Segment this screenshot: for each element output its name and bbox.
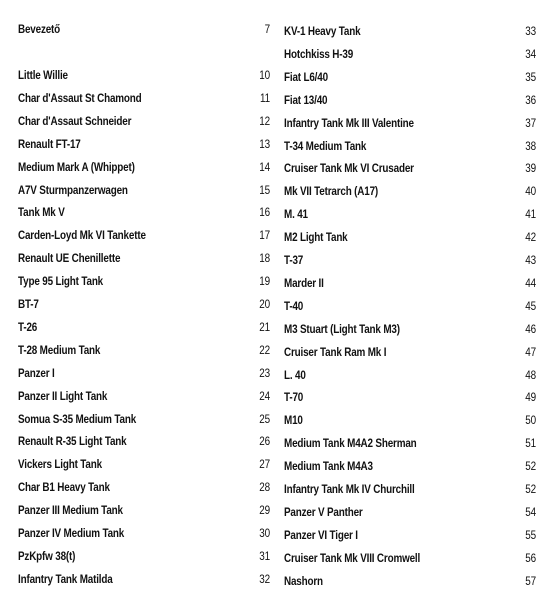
toc-entry-title: M10 bbox=[284, 415, 303, 428]
toc-entry bbox=[284, 186, 536, 198]
toc-entry-title: Panzer VI Tiger I bbox=[284, 529, 358, 542]
toc-entry-title: Char B1 Heavy Tank bbox=[18, 482, 110, 495]
toc-entry bbox=[284, 415, 536, 427]
toc-entry bbox=[284, 72, 536, 84]
toc-entry-title: Infantry Tank Mk III Valentine bbox=[284, 117, 414, 130]
toc-entry bbox=[18, 276, 270, 288]
toc-entry-title: Char d'Assaut St Chamond bbox=[18, 92, 142, 105]
toc-entry-page-number: 25 bbox=[259, 413, 270, 426]
toc-entry-title: Carden-Loyd Mk VI Tankette bbox=[18, 230, 146, 243]
toc-entry bbox=[18, 70, 270, 82]
toc-entry-page-number: 55 bbox=[525, 529, 536, 542]
toc-entry bbox=[18, 414, 270, 426]
toc-entry-title: Cruiser Tank Mk VI Crusader bbox=[284, 163, 414, 176]
toc-entry bbox=[284, 438, 536, 450]
toc-entry-page-number: 22 bbox=[259, 344, 270, 357]
toc-entry-page-number: 11 bbox=[260, 92, 270, 105]
toc-entry bbox=[18, 139, 270, 151]
toc-entry-title: Char d'Assaut Schneider bbox=[18, 115, 132, 128]
toc-entry bbox=[284, 255, 536, 267]
toc-entry-page-number: 27 bbox=[259, 459, 270, 472]
toc-entry-page-number: 10 bbox=[259, 70, 270, 82]
toc-entry bbox=[284, 118, 536, 130]
toc-entry bbox=[284, 392, 536, 404]
toc-entry-page-number: 45 bbox=[525, 300, 536, 313]
toc-entry bbox=[284, 209, 536, 221]
toc-entry-title: Mk VII Tetrarch (A17) bbox=[284, 186, 379, 199]
toc-entry-title: Panzer III Medium Tank bbox=[18, 505, 123, 518]
toc-entry-page-number: 50 bbox=[525, 415, 536, 428]
toc-entry bbox=[18, 116, 270, 128]
toc-entry-page-number: 16 bbox=[259, 207, 270, 220]
toc-entry-page-number: 51 bbox=[525, 438, 536, 451]
toc-entry-page-number: 24 bbox=[259, 390, 270, 403]
toc-entry bbox=[284, 141, 536, 153]
toc-entry-title: M3 Stuart (Light Tank M3) bbox=[284, 323, 400, 336]
toc-entry-page-number: 31 bbox=[259, 550, 270, 563]
toc-entry-page-number: 35 bbox=[525, 71, 536, 84]
toc-entry bbox=[18, 368, 270, 380]
toc-entry-title: Medium Tank M4A3 bbox=[284, 461, 373, 474]
toc-entry-page-number: 33 bbox=[525, 26, 536, 38]
toc-entry-page-number: 48 bbox=[525, 369, 536, 382]
toc-entry bbox=[284, 49, 536, 61]
toc-entry-page-number: 30 bbox=[259, 528, 270, 540]
toc-entry bbox=[18, 299, 270, 311]
toc-entry-title: T-34 Medium Tank bbox=[284, 140, 367, 153]
toc-entry-page-number: 36 bbox=[525, 94, 536, 107]
toc-entry-page-number: 14 bbox=[259, 161, 270, 174]
toc-entry-title: Renault FT-17 bbox=[18, 138, 81, 151]
toc-entry bbox=[18, 505, 270, 517]
toc-entry-page-number: 15 bbox=[259, 184, 270, 197]
toc-entry-page-number: 57 bbox=[525, 575, 536, 588]
toc-entry-page-number: 29 bbox=[259, 505, 270, 518]
toc-entry-title: Medium Tank M4A2 Sherman bbox=[284, 438, 417, 451]
toc-entry-page-number: 28 bbox=[259, 482, 270, 495]
toc-entry-page-number: 13 bbox=[259, 138, 270, 151]
toc-entry-page-number: 32 bbox=[259, 573, 270, 586]
toc-entry-title: Vickers Light Tank bbox=[18, 459, 102, 472]
toc-entry-title: Fiat 13/40 bbox=[284, 94, 328, 107]
toc-entry-page-number: 19 bbox=[259, 276, 270, 289]
toc-entry-page-number: 34 bbox=[525, 48, 536, 61]
toc-entry-page-number: 39 bbox=[525, 163, 536, 176]
toc-entry bbox=[18, 230, 270, 242]
toc-entry-title: M2 Light Tank bbox=[284, 232, 348, 245]
toc-entry bbox=[284, 370, 536, 382]
toc-entry-page-number: 43 bbox=[525, 255, 536, 267]
toc-entry bbox=[18, 528, 270, 540]
toc-entry-title: T-70 bbox=[284, 392, 304, 405]
toc-entry bbox=[284, 484, 536, 496]
toc-entry-page-number: 21 bbox=[259, 321, 270, 334]
toc-entry bbox=[18, 345, 270, 357]
toc-entry-title: Panzer I bbox=[18, 367, 55, 380]
toc-entry-title: A7V Sturmpanzerwagen bbox=[18, 184, 128, 197]
toc-entry-page-number: 44 bbox=[525, 277, 536, 290]
toc-entry-title: T-28 Medium Tank bbox=[18, 344, 101, 357]
toc-entry bbox=[18, 207, 270, 219]
toc-entry-title: Panzer IV Medium Tank bbox=[18, 528, 125, 540]
toc-entry-page-number: 7 bbox=[264, 24, 270, 36]
toc-entry-title: Type 95 Light Tank bbox=[18, 276, 104, 289]
toc-entry bbox=[284, 301, 536, 313]
toc-entry bbox=[284, 324, 536, 336]
toc-entry bbox=[18, 574, 270, 586]
toc-entry bbox=[18, 459, 270, 471]
toc-entry-page-number: 18 bbox=[259, 253, 270, 266]
toc-entry bbox=[284, 163, 536, 175]
toc-entry bbox=[18, 436, 270, 448]
toc-entry bbox=[284, 347, 536, 359]
toc-entry-title: Renault UE Chenillette bbox=[18, 253, 121, 266]
toc-entry bbox=[284, 26, 536, 38]
toc-entry-title: PzKpfw 38(t) bbox=[18, 550, 76, 563]
toc-entry bbox=[18, 93, 270, 105]
toc-entry-title: Hotchkiss H-39 bbox=[284, 48, 354, 61]
toc-entry-title: Panzer V Panther bbox=[284, 506, 363, 519]
toc-entry bbox=[18, 551, 270, 563]
toc-entry-page-number: 56 bbox=[525, 552, 536, 565]
toc-entry-title: Bevezető bbox=[18, 24, 61, 36]
toc-entry bbox=[18, 185, 270, 197]
toc-entry bbox=[284, 576, 536, 588]
toc-entry bbox=[284, 553, 536, 565]
toc-entry-page-number: 26 bbox=[259, 436, 270, 449]
toc-entry-page-number: 12 bbox=[259, 115, 270, 128]
toc-entry-page-number: 54 bbox=[525, 506, 536, 519]
toc-entry bbox=[284, 461, 536, 473]
toc-entry-title: T-37 bbox=[284, 255, 304, 267]
toc-entry-title: Renault R-35 Light Tank bbox=[18, 436, 127, 449]
toc-entry-page-number: 38 bbox=[525, 140, 536, 153]
toc-entry-title: Tank Mk V bbox=[18, 207, 65, 220]
toc-entry-title: Somua S-35 Medium Tank bbox=[18, 413, 137, 426]
toc-entry bbox=[18, 253, 270, 265]
toc-entry-page-number: 17 bbox=[259, 230, 270, 243]
toc-entry bbox=[284, 278, 536, 290]
toc-entry-title: Panzer II Light Tank bbox=[18, 390, 108, 403]
toc-entry-page-number: 46 bbox=[525, 323, 536, 336]
toc-entry-title: Little Willie bbox=[18, 70, 68, 82]
toc-entry-title: Marder II bbox=[284, 277, 324, 290]
toc-entry-page-number: 23 bbox=[259, 367, 270, 380]
toc-entry bbox=[18, 24, 270, 36]
toc-entry-page-number: 40 bbox=[525, 186, 536, 199]
toc-entry-page-number: 42 bbox=[525, 232, 536, 245]
toc-entry bbox=[284, 95, 536, 107]
toc-entry-title: Nashorn bbox=[284, 575, 323, 588]
toc-entry-page-number: 41 bbox=[525, 209, 536, 222]
toc-entry bbox=[284, 232, 536, 244]
toc-entry bbox=[18, 162, 270, 174]
toc-entry-page-number: 20 bbox=[259, 299, 270, 311]
toc-entry bbox=[284, 507, 536, 519]
toc-entry-page-number: 49 bbox=[525, 392, 536, 405]
toc-entry-page-number: 52 bbox=[525, 484, 536, 496]
toc-entry-page-number: 47 bbox=[525, 346, 536, 359]
toc-entry-title: KV-1 Heavy Tank bbox=[284, 26, 361, 38]
toc-entry-page-number: 52 bbox=[525, 461, 536, 474]
toc-entry bbox=[18, 322, 270, 334]
toc-entry bbox=[284, 530, 536, 542]
toc-entry-title: Cruiser Tank Mk VIII Cromwell bbox=[284, 552, 421, 565]
toc-entry bbox=[18, 391, 270, 403]
toc-entry-title: L. 40 bbox=[284, 369, 306, 382]
toc-entry-title: T-40 bbox=[284, 300, 304, 313]
toc-entry-title: Fiat L6/40 bbox=[284, 71, 328, 84]
toc-entry bbox=[18, 482, 270, 494]
toc-entry-title: Infantry Tank Mk IV Churchill bbox=[284, 484, 415, 496]
toc-entry-title: T-26 bbox=[18, 321, 38, 334]
toc-entry-title: Cruiser Tank Ram Mk I bbox=[284, 346, 387, 359]
toc-entry-page-number: 37 bbox=[525, 117, 536, 130]
toc-entry-title: Medium Mark A (Whippet) bbox=[18, 161, 135, 174]
toc-entry-title: BT-7 bbox=[18, 299, 39, 311]
toc-entry-title: Infantry Tank Matilda bbox=[18, 573, 113, 586]
toc-entry-title: M. 41 bbox=[284, 209, 308, 222]
